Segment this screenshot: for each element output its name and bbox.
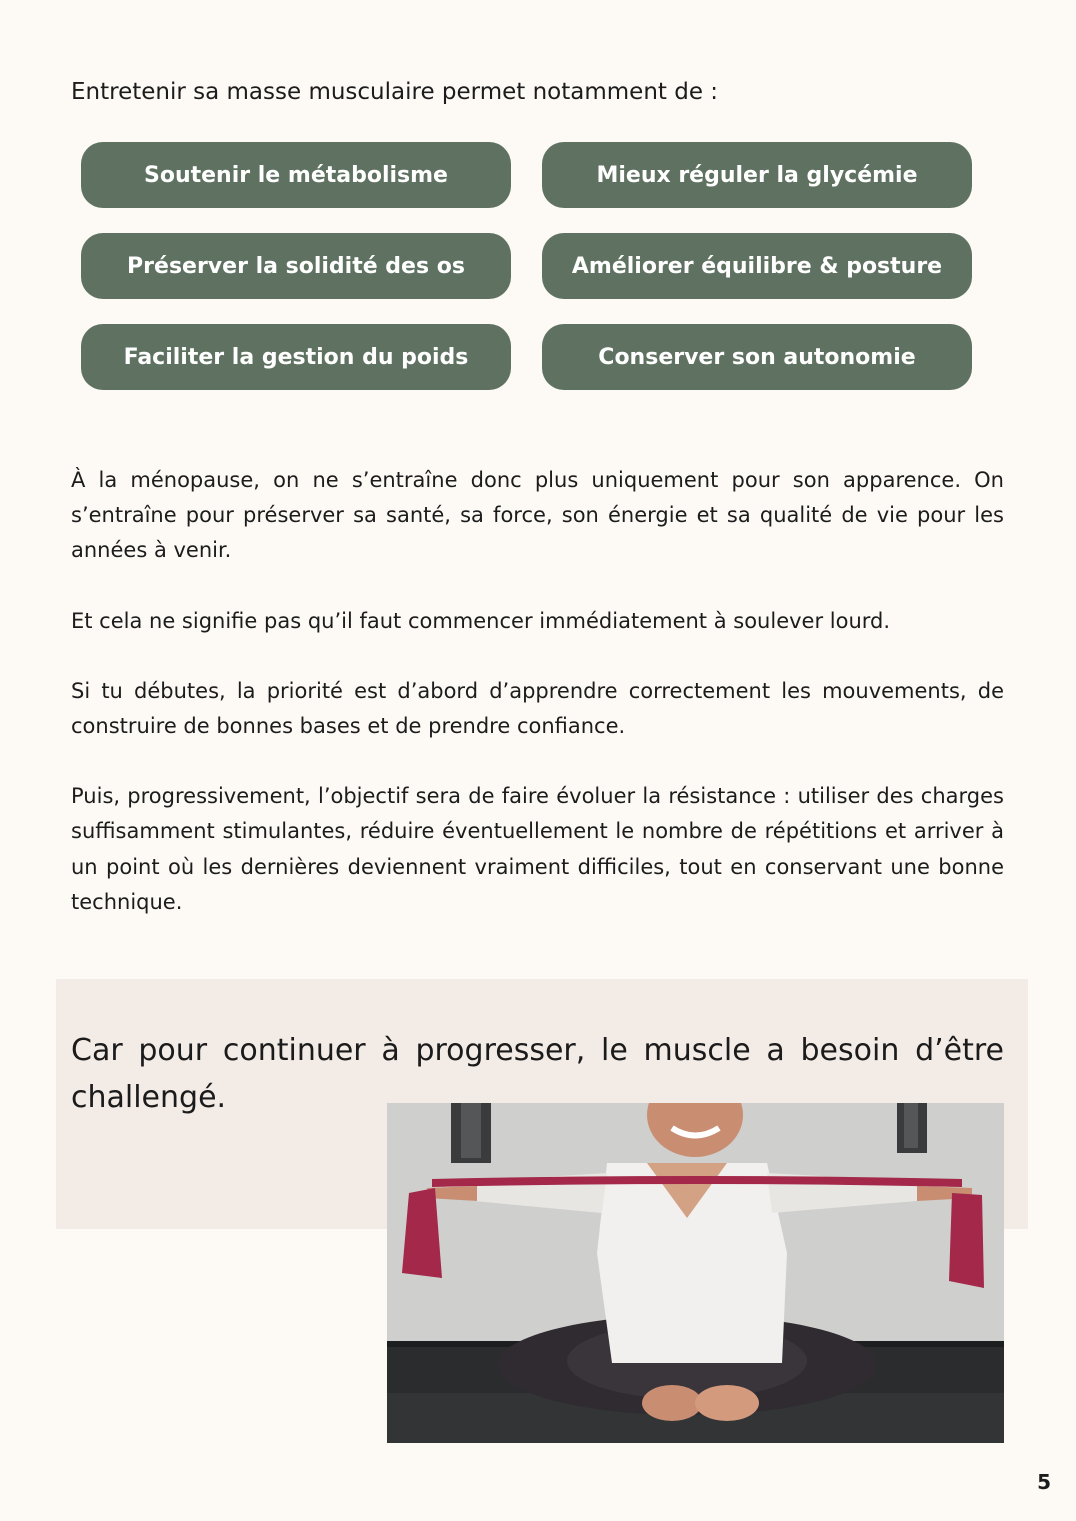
paragraph: Puis, progressivement, l’objectif sera de faire évoluer la résistance : utiliser des charges suffisamment stimulantes, réduire éventuellement le nombre de répétitions et arriver à un point où les dernières deviennent vraiment difficiles, tout en conservant une bonne technique. — [71, 784, 1004, 914]
body-text — [71, 463, 1004, 955]
intro-text: Entretenir sa masse musculaire permet notamment de : — [71, 79, 719, 105]
benefit-pill: Conserver son autonomie — [542, 324, 972, 390]
paragraph: Si tu débutes, la priorité est d’abord d’apprendre correctement les mouvements, de construire de bonnes bases et de prendre confiance. — [71, 678, 1004, 739]
paragraph: Et cela ne signifie pas qu’il faut commencer immédiatement à soulever lourd. — [71, 608, 891, 633]
paragraph: À la ménopause, on ne s’entraîne donc plus uniquement pour son apparence. On s’entraîne pour préserver sa santé, sa force, son énergie et sa qualité de vie pour les années à venir. — [71, 468, 1004, 563]
benefit-pill: Soutenir le métabolisme — [81, 142, 511, 208]
benefit-pill: Mieux réguler la glycémie — [542, 142, 972, 208]
exercise-photo — [387, 1103, 1004, 1443]
benefit-pill: Préserver la solidité des os — [81, 233, 511, 299]
benefit-pill: Améliorer équilibre & posture — [542, 233, 972, 299]
benefits-grid — [81, 142, 972, 390]
benefit-pill: Faciliter la gestion du poids — [81, 324, 511, 390]
callout-quote: Car pour continuer à progresser, le muscle a besoin d’être challengé. — [71, 1033, 1004, 1115]
page-number: 5 — [1037, 1470, 1051, 1494]
